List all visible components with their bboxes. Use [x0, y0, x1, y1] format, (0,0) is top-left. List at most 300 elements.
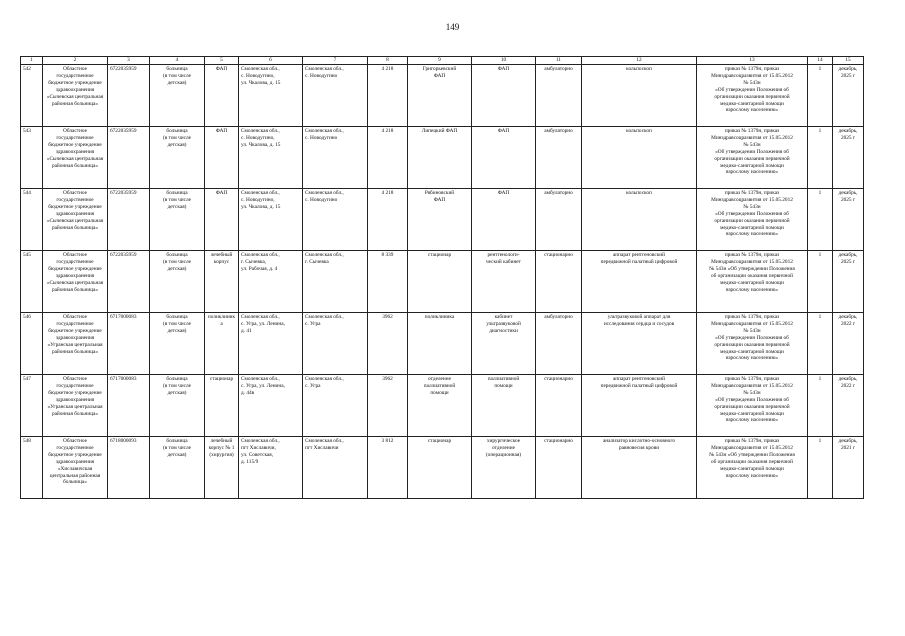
facility-type-cell [150, 375, 205, 437]
institution-name-line: Областное [63, 252, 87, 258]
institution-name-line: «Угранская центральная [47, 341, 103, 348]
unit-type-line: поликлиника [207, 314, 236, 327]
institution-name-line: Областное [63, 376, 87, 382]
equipment-name-cell [582, 189, 697, 251]
department-line: ФАП [433, 72, 446, 79]
column-number-14: 14 [808, 57, 833, 65]
legal-basis-line: приказ № 1379н, приказ [724, 190, 780, 196]
care-mode-cell: амбулаторно [536, 313, 582, 375]
equipment-name-cell [582, 375, 697, 437]
institution-name-line: здравоохранения [55, 334, 95, 341]
institution-name-line: «Угранская центральная [47, 403, 103, 410]
legal-basis-line: «Об утверждении Положения об [715, 148, 789, 155]
inn-cell: 6717000083 [108, 313, 150, 375]
settlement-line: с. Угра [305, 382, 321, 389]
institution-name-line: государственное [56, 258, 94, 265]
column-number-row [21, 57, 864, 65]
institution-name-line: районная больница» [51, 286, 99, 293]
legal-basis-line: медико-санитарной помощи [720, 410, 784, 417]
legal-basis-line: взрослому населению» [725, 169, 779, 176]
unit-type-cell [205, 65, 239, 127]
legal-basis-line: приказ № 1379н, приказ [724, 66, 780, 72]
unit-type-line: ФАП [215, 190, 228, 196]
cabinet-cell [472, 189, 536, 251]
legal-basis-line: Минздравсоцразвития от 15.05.2012 [711, 320, 793, 327]
equipment-name-cell [582, 127, 697, 189]
institution-name-line: здравоохранения [55, 396, 95, 403]
institution-name-line: здравоохранения [55, 458, 95, 465]
legal-basis-line: приказ № 1379н, приказ [724, 376, 780, 382]
unit-address-line: ул. Чкалова, д. 15 [241, 141, 281, 148]
unit-address-line: пгт Хиславичи, [241, 444, 276, 451]
settlement-line: г. Сычевка [305, 258, 329, 265]
department-line: паллиативной [423, 382, 456, 389]
inn-cell: 6718000093 [108, 437, 150, 499]
unit-type-line: (хирургия) [209, 451, 234, 458]
equipment-name-cell [582, 65, 697, 127]
institution-name-line: районная больница» [51, 162, 99, 169]
facility-type-line: больница [166, 66, 188, 72]
department-cell [408, 313, 472, 375]
facility-type-cell [150, 65, 205, 127]
facility-type-cell [150, 251, 205, 313]
facility-type-line: больница [166, 314, 188, 320]
institution-name-cell [43, 437, 108, 499]
legal-basis-line: взрослому населению» [725, 286, 779, 293]
column-number-3: 3 [108, 57, 150, 65]
population-cell: 4 218 [368, 127, 408, 189]
equipment-name-line: кольпоскоп [626, 66, 652, 72]
department-cell [408, 189, 472, 251]
delivery-date-cell: декабрь, 2021 г [833, 437, 864, 499]
department-cell [408, 65, 472, 127]
institution-name-line: государственное [56, 134, 94, 141]
unit-address-line: с. Угра, ул. Ленина, [241, 320, 285, 327]
column-number-8: 8 [368, 57, 408, 65]
department-line: отделение [428, 376, 451, 382]
cabinet-cell [472, 251, 536, 313]
legal-basis-line: «Об утверждении Положения об [715, 210, 789, 217]
column-number-13: 13 [697, 57, 808, 65]
cabinet-line: ФАП [497, 190, 510, 196]
institution-name-line: государственное [56, 320, 94, 327]
unit-type-line: корпус [213, 258, 230, 265]
unit-address-line: ул. Советская, [241, 451, 274, 458]
legal-basis-line: № 543н [743, 389, 761, 396]
row-index-cell: 547 [21, 375, 43, 437]
table-row [21, 313, 864, 375]
facility-type-line: детская) [167, 141, 187, 148]
care-mode-cell: стационарно [536, 437, 582, 499]
legal-basis-line: приказ № 1379н, приказ [724, 314, 780, 320]
legal-basis-line: организации оказания первичной [714, 217, 790, 224]
institution-name-line: бюджетное учреждение [48, 141, 102, 148]
settlement-line: с. Новодугино [305, 134, 338, 141]
institution-name-line: «Сычевская центральная [46, 279, 104, 286]
cabinet-line: диагностики [489, 327, 518, 334]
facility-type-line: (в том числе [163, 72, 191, 79]
equipment-name-line: аппарат рентгеновский [613, 376, 665, 382]
institution-name-line: центральная районная [49, 472, 101, 479]
unit-address-line: с. Новодугино, [241, 196, 275, 203]
institution-name-line: районная больница» [51, 348, 99, 355]
population-cell: 3962 [368, 375, 408, 437]
department-line: стационар [427, 252, 452, 258]
legal-basis-line: медико-санитарной помощи [720, 279, 784, 286]
equipment-name-line: кольпоскоп [626, 128, 652, 134]
facility-type-line: (в том числе [163, 382, 191, 389]
unit-address-cell [239, 189, 303, 251]
column-number-1: 1 [21, 57, 43, 65]
unit-address-line: Смоленская обл., [241, 376, 280, 382]
institution-name-line: государственное [56, 444, 94, 451]
settlement-line: Смоленская обл., [305, 376, 344, 382]
unit-address-line: д. 115/9 [241, 458, 259, 465]
settlement-cell [303, 375, 368, 437]
institution-name-line: Областное [63, 128, 87, 134]
care-mode-cell: стационарно [536, 375, 582, 437]
legal-basis-cell [697, 189, 808, 251]
institution-name-line: бюджетное учреждение [48, 389, 102, 396]
inn-cell: 6722035959 [108, 251, 150, 313]
column-number-2: 2 [43, 57, 108, 65]
settlement-cell [303, 251, 368, 313]
row-index-cell: 548 [21, 437, 43, 499]
settlement-line: Смоленская обл., [305, 190, 344, 196]
facility-type-cell [150, 313, 205, 375]
department-cell [408, 375, 472, 437]
institution-name-cell [43, 375, 108, 437]
unit-address-line: д. 41 [241, 327, 252, 334]
legal-basis-line: № 543н «Об утверждении Положения [709, 451, 795, 458]
equipment-name-cell [582, 251, 697, 313]
settlement-line: Смоленская обл., [305, 128, 344, 134]
institution-name-cell [43, 65, 108, 127]
institution-name-line: «Хиславичская [57, 465, 93, 472]
facility-type-line: (в том числе [163, 196, 191, 203]
legal-basis-line: Минздравсоцразвития от 15.05.2012 [711, 196, 793, 203]
unit-address-line: ул. Чкалова, д. 15 [241, 79, 281, 86]
cabinet-line: кабинет [494, 314, 513, 320]
cabinet-line: отделение [492, 444, 515, 451]
facility-type-cell [150, 127, 205, 189]
unit-address-line: Смоленская обл., [241, 128, 280, 134]
cabinet-line: паллиативной [487, 376, 520, 382]
facility-type-line: больница [166, 128, 188, 134]
institution-name-cell [43, 127, 108, 189]
legal-basis-line: «Об утверждении Положения об [715, 334, 789, 341]
legal-basis-line: взрослому населению» [725, 231, 779, 238]
facility-type-line: больница [166, 376, 188, 382]
settlement-line: с. Новодугино [305, 196, 338, 203]
delivery-date-cell: декабрь, 2025 г [833, 65, 864, 127]
quantity-cell: 1 [808, 189, 833, 251]
institution-name-line: бюджетное учреждение [48, 203, 102, 210]
column-number-5: 5 [205, 57, 239, 65]
inn-cell: 6722035959 [108, 127, 150, 189]
institution-name-line: государственное [56, 196, 94, 203]
quantity-cell: 1 [808, 375, 833, 437]
legal-basis-line: «Об утверждении Положения об [715, 396, 789, 403]
facility-type-line: (в том числе [163, 444, 191, 451]
care-mode-cell: амбулаторно [536, 65, 582, 127]
department-cell [408, 251, 472, 313]
legal-basis-line: Минздравсоцразвития от 15.05.2012 [711, 258, 793, 265]
legal-basis-line: № 543н «Об утверждении Положения [709, 265, 795, 272]
unit-type-line: лечебный [210, 438, 233, 444]
legal-basis-line: № 543н [743, 327, 761, 334]
column-number-12: 12 [582, 57, 697, 65]
legal-basis-line: взрослому населению» [725, 107, 779, 114]
unit-address-line: с. Угра, ул. Ленина, [241, 382, 285, 389]
equipment-name-line: кольпоскоп [626, 190, 652, 196]
facility-type-line: (в том числе [163, 320, 191, 327]
institution-name-line: бюджетное учреждение [48, 79, 102, 86]
equipment-name-line: аппарат рентгеновский [613, 252, 665, 258]
settlement-cell [303, 437, 368, 499]
legal-basis-line: Минздравсоцразвития от 15.05.2012 [711, 382, 793, 389]
facility-type-line: детская) [167, 327, 187, 334]
unit-type-line: корпус № 1 [208, 444, 235, 451]
table-row [21, 65, 864, 127]
legal-basis-line: взрослому населению» [725, 472, 779, 479]
department-cell [408, 127, 472, 189]
institution-name-line: Областное [63, 66, 87, 72]
department-line: поликлиника [424, 314, 455, 320]
unit-type-line: стационар [209, 376, 234, 382]
unit-type-cell [205, 313, 239, 375]
institution-name-line: бюджетное учреждение [48, 327, 102, 334]
department-cell [408, 437, 472, 499]
department-line: стационар [427, 438, 452, 444]
column-number-11: 11 [536, 57, 582, 65]
legal-basis-line: медико-санитарной помощи [720, 224, 784, 231]
delivery-date-cell: декабрь, 2025 г [833, 127, 864, 189]
delivery-date-cell: декабрь, 2025 г [833, 251, 864, 313]
unit-address-line: Смоленская обл., [241, 314, 280, 320]
delivery-date-cell: декабрь, 2025 г [833, 189, 864, 251]
legal-basis-line: приказ № 1379н, приказ [724, 128, 780, 134]
institution-name-line: «Сычевская центральная [46, 93, 104, 100]
unit-type-cell [205, 127, 239, 189]
cabinet-cell [472, 437, 536, 499]
column-number-15: 15 [833, 57, 864, 65]
legal-basis-line: взрослому населению» [725, 417, 779, 424]
unit-address-line: с. Новодугино, [241, 134, 275, 141]
legal-basis-line: медико-санитарной помощи [720, 348, 784, 355]
legal-basis-line: организации оказания первичной [714, 155, 790, 162]
institution-name-cell [43, 251, 108, 313]
legal-basis-line: Минздравсоцразвития от 15.05.2012 [711, 72, 793, 79]
unit-address-line: Смоленская обл., [241, 252, 280, 258]
institution-name-line: здравоохранения [55, 148, 95, 155]
legal-basis-cell [697, 251, 808, 313]
table-body [21, 57, 864, 499]
institution-name-line: бюджетное учреждение [48, 451, 102, 458]
settlement-line: с. Новодугино [305, 72, 338, 79]
equipment-name-cell [582, 437, 697, 499]
facility-type-line: детская) [167, 203, 187, 210]
unit-address-line: ул. Рабочая, д. 4 [241, 265, 278, 272]
facility-type-line: больница [166, 190, 188, 196]
department-line: Григорьевский [422, 66, 457, 72]
unit-address-cell [239, 251, 303, 313]
row-index-cell: 544 [21, 189, 43, 251]
unit-type-cell [205, 375, 239, 437]
page-number: 149 [445, 22, 460, 32]
row-index-cell: 545 [21, 251, 43, 313]
row-index-cell: 546 [21, 313, 43, 375]
institution-name-cell [43, 189, 108, 251]
equipment-name-line: исследования сердца и сосудов [603, 320, 675, 327]
unit-address-line: Смоленская обл., [241, 438, 280, 444]
institution-name-line: здравоохранения [55, 210, 95, 217]
institution-name-line: районная больница» [51, 100, 99, 107]
institution-name-line: государственное [56, 382, 94, 389]
unit-type-cell [205, 189, 239, 251]
facility-type-line: детская) [167, 265, 187, 272]
settlement-line: Смоленская обл., [305, 66, 344, 72]
column-number-9: 9 [408, 57, 472, 65]
institution-name-line: государственное [56, 72, 94, 79]
institution-name-line: Областное [63, 190, 87, 196]
unit-address-line: Смоленская обл., [241, 190, 280, 196]
equipment-name-cell [582, 313, 697, 375]
cabinet-cell [472, 65, 536, 127]
settlement-line: Смоленская обл., [305, 314, 344, 320]
delivery-date-cell: декабрь, 2022 г [833, 313, 864, 375]
column-number-10: 10 [472, 57, 536, 65]
unit-address-cell [239, 65, 303, 127]
unit-address-line: д. 44в [241, 389, 255, 396]
legal-basis-line: медико-санитарной помощи [720, 100, 784, 107]
legal-basis-cell [697, 375, 808, 437]
legal-basis-line: об организации оказания первичной [711, 272, 793, 279]
equipment-name-line: равновесия крови [618, 444, 660, 451]
population-cell: 3962 [368, 313, 408, 375]
legal-basis-line: «Об утверждении Положения об [715, 86, 789, 93]
facility-type-cell [150, 437, 205, 499]
table-row [21, 189, 864, 251]
table-row [21, 127, 864, 189]
settlement-cell [303, 189, 368, 251]
cabinet-line: помощи [494, 382, 513, 389]
quantity-cell: 1 [808, 65, 833, 127]
inn-cell: 6722035959 [108, 65, 150, 127]
institution-name-line: здравоохранения [55, 86, 95, 93]
settlement-line: Смоленская обл., [305, 252, 344, 258]
institution-name-line: бюджетное учреждение [48, 265, 102, 272]
unit-address-cell [239, 313, 303, 375]
facility-type-line: (в том числе [163, 134, 191, 141]
institution-name-line: районная больница» [51, 410, 99, 417]
legal-basis-cell [697, 127, 808, 189]
facility-type-cell [150, 189, 205, 251]
facility-type-line: больница [166, 438, 188, 444]
facility-type-line: (в том числе [163, 258, 191, 265]
settlement-cell [303, 65, 368, 127]
cabinet-line: ультразвуковой [486, 320, 521, 327]
unit-address-cell [239, 127, 303, 189]
cabinet-cell [472, 313, 536, 375]
facility-type-line: детская) [167, 389, 187, 396]
column-number-7: 7 [303, 57, 368, 65]
department-line: помощи [430, 389, 449, 396]
quantity-cell: 1 [808, 127, 833, 189]
unit-address-cell [239, 437, 303, 499]
population-cell: 4 218 [368, 65, 408, 127]
department-line: Рябиновский [424, 190, 455, 196]
delivery-date-cell: декабрь, 2022 г [833, 375, 864, 437]
equipment-name-line: ультразвуковой аппарат для [607, 314, 671, 320]
legal-basis-line: Минздравсоцразвития от 15.05.2012 [711, 444, 793, 451]
legal-basis-line: организации оказания первичной [714, 341, 790, 348]
settlement-cell [303, 127, 368, 189]
unit-address-cell [239, 375, 303, 437]
facility-type-line: детская) [167, 451, 187, 458]
institution-name-line: «Сычевская центральная [46, 217, 104, 224]
care-mode-cell: стационарно [536, 251, 582, 313]
population-cell: 3 812 [368, 437, 408, 499]
care-mode-cell: амбулаторно [536, 127, 582, 189]
quantity-cell: 1 [808, 437, 833, 499]
legal-basis-line: организации оказания первичной [714, 403, 790, 410]
legal-basis-line: медико-санитарной помощи [720, 162, 784, 169]
inn-cell: 6717000083 [108, 375, 150, 437]
institution-name-line: здравоохранения [55, 272, 95, 279]
equipment-name-line: передвижной палатный цифровой [600, 382, 678, 389]
legal-basis-line: медико-санитарной помощи [720, 465, 784, 472]
legal-basis-line: взрослому населению» [725, 355, 779, 362]
cabinet-line: хирургическое [486, 438, 521, 444]
institution-name-line: «Сычевская центральная [46, 155, 104, 162]
quantity-cell: 1 [808, 251, 833, 313]
institution-name-line: больница» [63, 479, 87, 486]
unit-type-cell [205, 437, 239, 499]
legal-basis-cell [697, 437, 808, 499]
settlement-line: Смоленская обл., [305, 438, 344, 444]
unit-type-line: ФАП [215, 128, 228, 134]
legal-basis-line: приказ № 1379н, приказ [724, 438, 780, 444]
row-index-cell: 543 [21, 127, 43, 189]
legal-basis-line: № 543н [743, 203, 761, 210]
cabinet-cell [472, 375, 536, 437]
unit-type-line: ФАП [215, 66, 228, 72]
unit-type-line: лечебный [210, 252, 233, 258]
legal-basis-line: приказ № 1379н, приказ [724, 252, 780, 258]
settlement-line: пгт Хиславичи [305, 444, 339, 451]
settlement-cell [303, 313, 368, 375]
legal-basis-line: Минздравсоцразвития от 15.05.2012 [711, 134, 793, 141]
legal-basis-line: организации оказания первичной [714, 93, 790, 100]
cabinet-line: ческий кабинет [486, 258, 521, 265]
unit-address-line: с. Новодугино, [241, 72, 275, 79]
equipment-name-line: передвижной палатный цифровой [600, 258, 678, 265]
institution-name-cell [43, 313, 108, 375]
inn-cell: 6722035959 [108, 189, 150, 251]
institution-name-line: Областное [63, 438, 87, 444]
legal-basis-line: об организации оказания первичной [711, 458, 793, 465]
cabinet-line: ФАП [497, 128, 510, 134]
column-number-6: 6 [239, 57, 303, 65]
unit-address-line: Смоленская обл., [241, 66, 280, 72]
institution-name-line: районная больница» [51, 224, 99, 231]
care-mode-cell: амбулаторно [536, 189, 582, 251]
table-row [21, 251, 864, 313]
facility-type-line: больница [166, 252, 188, 258]
population-cell: 4 218 [368, 189, 408, 251]
unit-address-line: ул. Чкалова, д. 15 [241, 203, 281, 210]
